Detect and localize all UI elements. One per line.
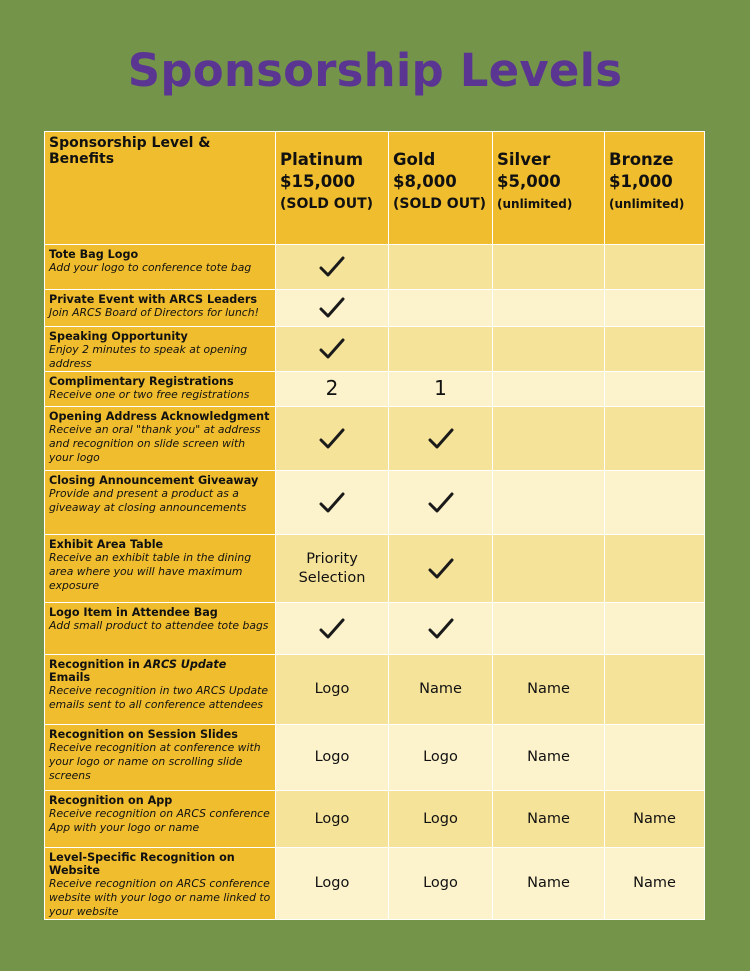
value-cell — [493, 725, 605, 791]
value-cell — [276, 725, 389, 791]
value-cell — [605, 725, 705, 791]
value-cell — [276, 327, 389, 372]
value-text: 2 — [325, 376, 339, 400]
level-price: $8,000 — [393, 172, 457, 191]
value-cell — [276, 372, 389, 407]
header-row — [45, 132, 705, 245]
header-bronze — [605, 132, 705, 245]
value-cell — [605, 603, 705, 655]
value-cell — [389, 471, 493, 535]
value-cell — [276, 848, 389, 920]
value-cell — [389, 725, 493, 791]
value-text: Name — [527, 810, 570, 827]
value-cell — [276, 791, 389, 848]
benefit-title: Tote Bag Logo — [49, 248, 139, 261]
benefit-title-part: Emails — [49, 671, 91, 684]
value-cell — [276, 245, 389, 290]
benefit-title: Private Event with ARCS Leaders — [49, 293, 258, 306]
value-cell — [276, 290, 389, 327]
table-row — [45, 327, 705, 372]
benefit-description: Enjoy 2 minutes to speak at opening address — [49, 343, 248, 370]
table-row — [45, 407, 705, 471]
value-cell — [389, 848, 493, 920]
benefit-cell — [45, 725, 276, 791]
benefit-description: Provide and present a product as a giveaway at closing announcements — [49, 487, 247, 514]
level-availability: (unlimited) — [609, 197, 685, 211]
benefit-cell — [45, 290, 276, 327]
benefit-cell — [45, 655, 276, 725]
value-cell — [493, 603, 605, 655]
benefit-cell — [45, 327, 276, 372]
benefit-description: Receive recognition on ARCS conference App with your logo or name — [49, 807, 270, 834]
benefit-cell — [45, 407, 276, 471]
benefit-description: Receive an exhibit table in the dining area where you will have maximum exposure — [49, 551, 252, 592]
value-cell — [276, 535, 389, 603]
value-cell — [605, 290, 705, 327]
benefit-title — [49, 658, 271, 684]
table-row — [45, 725, 705, 791]
checkmark-icon — [428, 557, 454, 581]
value-cell — [605, 471, 705, 535]
value-cell — [389, 655, 493, 725]
value-text: Logo — [314, 749, 350, 765]
value-cell — [605, 372, 705, 407]
value-cell — [605, 848, 705, 920]
benefit-cell — [45, 471, 276, 535]
value-cell — [389, 407, 493, 471]
benefit-description: Join ARCS Board of Directors for lunch! — [49, 306, 259, 319]
benefit-title: Level-Specific Recognition on Website — [49, 851, 235, 877]
value-cell — [389, 372, 493, 407]
benefit-description: Add small product to attendee tote bags — [49, 619, 269, 632]
level-name: Platinum — [280, 150, 364, 169]
value-cell — [389, 535, 493, 603]
value-cell — [605, 327, 705, 372]
benefit-cell — [45, 791, 276, 848]
value-text: Name — [419, 681, 462, 697]
value-cell — [389, 245, 493, 290]
table-row — [45, 372, 705, 407]
value-text: Logo — [314, 810, 350, 827]
benefit-title-part: Recognition in — [49, 658, 144, 671]
value-text: Name — [633, 810, 676, 827]
value-text: Logo — [314, 681, 350, 697]
level-price: $5,000 — [497, 172, 561, 191]
level-price: $15,000 — [280, 172, 356, 191]
benefit-title: Exhibit Area Table — [49, 538, 164, 551]
checkmark-icon — [428, 617, 454, 641]
checkmark-icon — [319, 255, 345, 279]
benefit-description: Receive recognition at conference with your logo or name on scrolling slide screens — [49, 741, 261, 782]
checkmark-icon — [319, 296, 345, 320]
value-text: Name — [527, 681, 570, 697]
benefit-cell — [45, 372, 276, 407]
checkmark-icon — [319, 427, 345, 451]
level-availability: (SOLD OUT) — [280, 196, 374, 212]
value-cell — [276, 407, 389, 471]
value-cell — [389, 603, 493, 655]
value-text: Name — [633, 875, 676, 891]
table-row — [45, 603, 705, 655]
value-cell — [276, 471, 389, 535]
level-name: Gold — [393, 150, 436, 169]
benefit-title: Complimentary Registrations — [49, 375, 234, 388]
header-silver — [493, 132, 605, 245]
checkmark-icon — [319, 337, 345, 361]
value-cell — [389, 791, 493, 848]
sponsorship-table — [44, 131, 705, 920]
checkmark-icon — [428, 427, 454, 451]
value-text: Logo — [423, 749, 458, 765]
benefit-cell — [45, 603, 276, 655]
table-row — [45, 290, 705, 327]
value-text: Logo — [314, 875, 350, 891]
benefit-title: Opening Address Acknowledgment — [49, 410, 270, 423]
value-text: Name — [527, 749, 570, 765]
benefit-cell — [45, 245, 276, 290]
level-price: $1,000 — [609, 172, 673, 191]
level-availability: (SOLD OUT) — [393, 196, 487, 212]
value-cell — [389, 327, 493, 372]
table-row — [45, 535, 705, 603]
value-cell — [493, 372, 605, 407]
page-title: Sponsorship Levels — [127, 44, 623, 97]
value-text: Logo — [423, 810, 458, 827]
value-cell — [493, 791, 605, 848]
value-text: Priority Selection — [298, 550, 366, 586]
benefit-title: Recognition on Session Slides — [49, 728, 238, 741]
table-row — [45, 655, 705, 725]
value-cell — [605, 407, 705, 471]
benefit-title: Logo Item in Attendee Bag — [49, 606, 218, 619]
benefit-title-emphasis: ARCS Update — [143, 658, 227, 671]
table-row — [45, 471, 705, 535]
benefit-cell — [45, 848, 276, 920]
value-cell — [493, 245, 605, 290]
table-row — [45, 848, 705, 920]
value-cell — [605, 535, 705, 603]
value-cell — [493, 535, 605, 603]
benefit-description: Receive recognition in two ARCS Update emails sent to all conference attendees — [49, 684, 269, 711]
checkmark-icon — [319, 491, 345, 515]
benefit-title: Closing Announcement Giveaway — [49, 474, 259, 487]
value-cell — [605, 655, 705, 725]
value-cell — [493, 407, 605, 471]
table-row — [45, 791, 705, 848]
value-cell — [493, 290, 605, 327]
value-text: Logo — [423, 875, 458, 891]
benefits-body — [45, 245, 705, 920]
level-availability: (unlimited) — [497, 197, 573, 211]
value-cell — [605, 245, 705, 290]
benefit-description: Receive one or two free registrations — [49, 388, 250, 401]
value-cell — [493, 327, 605, 372]
value-cell — [389, 290, 493, 327]
header-gold — [389, 132, 493, 245]
value-cell — [276, 655, 389, 725]
benefit-title: Speaking Opportunity — [49, 330, 188, 343]
header-benefits: Sponsorship Level & Benefits — [45, 132, 276, 245]
benefit-title: Recognition on App — [49, 794, 173, 807]
value-cell — [493, 848, 605, 920]
benefit-description: Receive recognition on ARCS conference website with your logo or name linked to your website — [49, 877, 271, 918]
header-platinum — [276, 132, 389, 245]
benefit-description: Add your logo to conference tote bag — [49, 261, 252, 274]
value-cell — [493, 655, 605, 725]
checkmark-icon — [428, 491, 454, 515]
checkmark-icon — [319, 617, 345, 641]
benefit-description: Receive an oral "thank you" at address and recognition on slide screen with your logo — [49, 423, 261, 464]
level-name: Bronze — [609, 150, 674, 169]
value-text: 1 — [434, 376, 447, 400]
value-cell — [605, 791, 705, 848]
benefit-cell — [45, 535, 276, 603]
value-cell — [276, 603, 389, 655]
level-name: Silver — [497, 150, 551, 169]
table-row — [45, 245, 705, 290]
value-text: Name — [527, 875, 570, 891]
value-cell — [493, 471, 605, 535]
